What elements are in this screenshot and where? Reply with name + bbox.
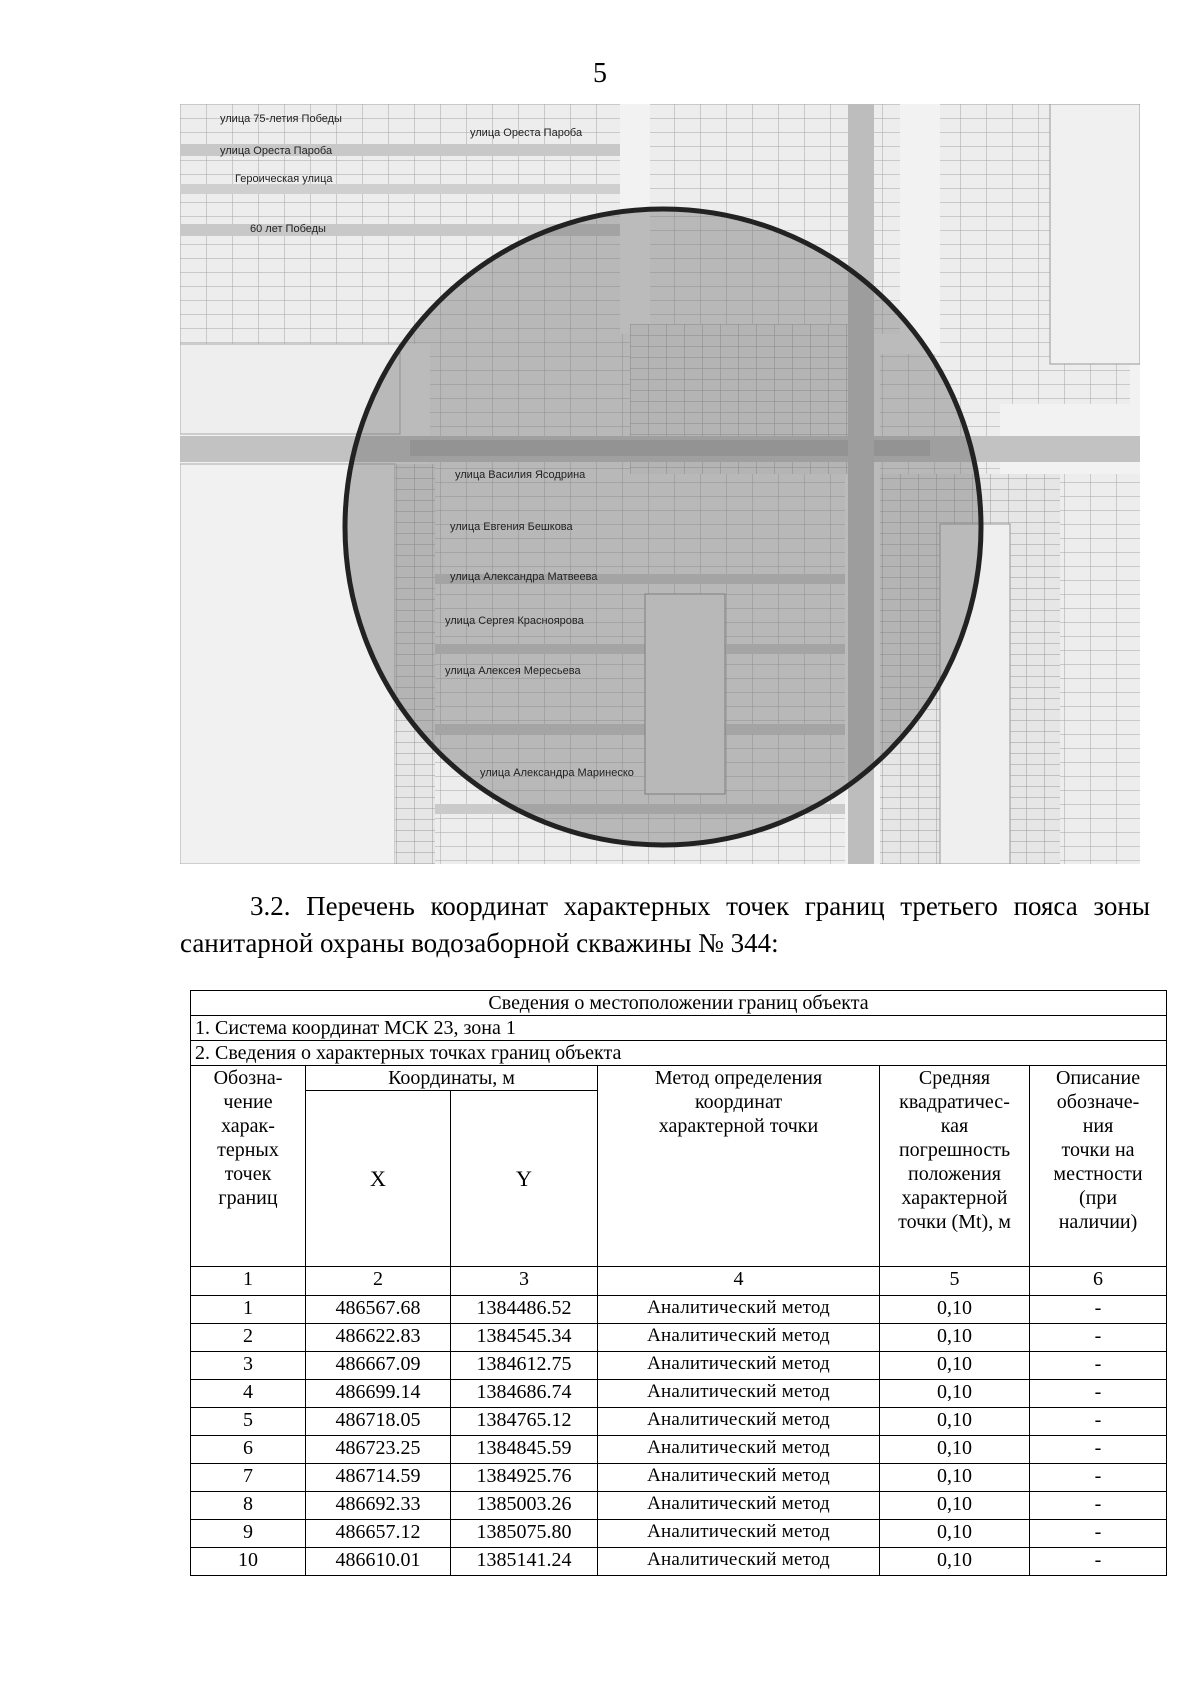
street-label: 60 лет Победы	[250, 223, 326, 235]
column-number-row	[191, 1267, 1167, 1296]
table-row	[191, 1408, 1167, 1436]
point-number: 5	[191, 1408, 306, 1436]
point-number: 10	[191, 1548, 306, 1576]
point-method: Аналитический метод	[598, 1548, 880, 1576]
column-number: 3	[451, 1267, 598, 1296]
point-method: Аналитический метод	[598, 1464, 880, 1492]
section-heading: 3.2. Перечень координат характерных точек границ третьего пояса зоны санитарной охраны водозаборной скважины № 344:	[180, 891, 1150, 958]
header-method: Метод определения координат характерной точки	[598, 1066, 880, 1267]
point-number: 1	[191, 1296, 306, 1324]
table-row	[191, 1548, 1167, 1576]
point-x: 486714.59	[306, 1464, 451, 1492]
page-number: 5	[593, 58, 607, 89]
point-error: 0,10	[880, 1380, 1030, 1408]
point-number: 4	[191, 1380, 306, 1408]
table-coordinate-system: 1. Система координат МСК 23, зона 1	[191, 1016, 1167, 1041]
table-row	[191, 1520, 1167, 1548]
point-error: 0,10	[880, 1492, 1030, 1520]
point-y: 1385075.80	[451, 1520, 598, 1548]
table-row	[191, 1324, 1167, 1352]
point-error: 0,10	[880, 1548, 1030, 1576]
point-description: -	[1030, 1324, 1167, 1352]
point-number: 2	[191, 1324, 306, 1352]
column-number: 6	[1030, 1267, 1167, 1296]
header-error: Средняя квадратичес- кая погрешность положения характерной точки (Mt), м	[880, 1066, 1030, 1267]
point-number: 7	[191, 1464, 306, 1492]
table-title: Сведения о местоположении границ объекта	[191, 991, 1167, 1016]
street-label: улица Александра Маринеско	[480, 767, 634, 779]
point-x: 486667.09	[306, 1352, 451, 1380]
point-description: -	[1030, 1352, 1167, 1380]
header-coordinates: Координаты, м	[306, 1066, 598, 1091]
street-label: улица Александра Матвеева	[450, 571, 598, 583]
point-method: Аналитический метод	[598, 1492, 880, 1520]
table-row	[191, 1464, 1167, 1492]
point-x: 486718.05	[306, 1408, 451, 1436]
header-designation: Обозна- чение харак- терных точек границ	[191, 1066, 306, 1267]
coordinates-table	[190, 990, 1167, 1576]
table-row	[191, 1352, 1167, 1380]
point-x: 486622.83	[306, 1324, 451, 1352]
table-subtitle: 2. Сведения о характерных точках границ объекта	[191, 1041, 1167, 1066]
point-description: -	[1030, 1408, 1167, 1436]
point-method: Аналитический метод	[598, 1296, 880, 1324]
point-y: 1385141.24	[451, 1548, 598, 1576]
sanitary-zone-circle	[345, 209, 981, 845]
point-x: 486699.14	[306, 1380, 451, 1408]
point-method: Аналитический метод	[598, 1408, 880, 1436]
point-x: 486692.33	[306, 1492, 451, 1520]
point-description: -	[1030, 1464, 1167, 1492]
point-error: 0,10	[880, 1520, 1030, 1548]
street-label: улица Алексея Мересьева	[445, 665, 581, 677]
street-label: улица Евгения Бешкова	[450, 521, 573, 533]
point-error: 0,10	[880, 1408, 1030, 1436]
table-row	[191, 1380, 1167, 1408]
point-error: 0,10	[880, 1436, 1030, 1464]
street-label: улица Сергея Красноярова	[445, 615, 584, 627]
point-description: -	[1030, 1520, 1167, 1548]
point-number: 6	[191, 1436, 306, 1464]
point-description: -	[1030, 1380, 1167, 1408]
table-row	[191, 1296, 1167, 1324]
point-y: 1384486.52	[451, 1296, 598, 1324]
point-error: 0,10	[880, 1464, 1030, 1492]
table-row	[191, 1436, 1167, 1464]
street-label: улица Василия Ясодрина	[455, 469, 586, 481]
point-number: 8	[191, 1492, 306, 1520]
map-svg	[180, 104, 1140, 864]
street-label: Героическая улица	[235, 173, 333, 185]
header-description: Описание обозначе- ния точки на местности (при наличии)	[1030, 1066, 1167, 1267]
column-number: 5	[880, 1267, 1030, 1296]
column-number: 1	[191, 1267, 306, 1296]
table-row	[191, 1492, 1167, 1520]
point-method: Аналитический метод	[598, 1324, 880, 1352]
point-y: 1384686.74	[451, 1380, 598, 1408]
point-y: 1384612.75	[451, 1352, 598, 1380]
point-error: 0,10	[880, 1352, 1030, 1380]
header-x: X	[306, 1091, 451, 1267]
header-y: Y	[451, 1091, 598, 1267]
point-x: 486723.25	[306, 1436, 451, 1464]
point-y: 1384765.12	[451, 1408, 598, 1436]
point-description: -	[1030, 1548, 1167, 1576]
point-method: Аналитический метод	[598, 1352, 880, 1380]
point-method: Аналитический метод	[598, 1380, 880, 1408]
point-y: 1385003.26	[451, 1492, 598, 1520]
point-x: 486610.01	[306, 1548, 451, 1576]
point-y: 1384545.34	[451, 1324, 598, 1352]
point-number: 3	[191, 1352, 306, 1380]
point-description: -	[1030, 1492, 1167, 1520]
point-method: Аналитический метод	[598, 1520, 880, 1548]
street-label: улица Ореста Пароба	[220, 145, 333, 157]
point-y: 1384845.59	[451, 1436, 598, 1464]
street-label: улица 75-летия Победы	[220, 113, 342, 125]
point-description: -	[1030, 1436, 1167, 1464]
point-number: 9	[191, 1520, 306, 1548]
point-error: 0,10	[880, 1296, 1030, 1324]
column-number: 2	[306, 1267, 451, 1296]
column-number: 4	[598, 1267, 880, 1296]
point-description: -	[1030, 1296, 1167, 1324]
sanitary-zone-map	[180, 104, 1140, 864]
street-label: улица Ореста Пароба	[470, 127, 583, 139]
point-x: 486657.12	[306, 1520, 451, 1548]
point-y: 1384925.76	[451, 1464, 598, 1492]
point-error: 0,10	[880, 1324, 1030, 1352]
point-x: 486567.68	[306, 1296, 451, 1324]
point-method: Аналитический метод	[598, 1436, 880, 1464]
